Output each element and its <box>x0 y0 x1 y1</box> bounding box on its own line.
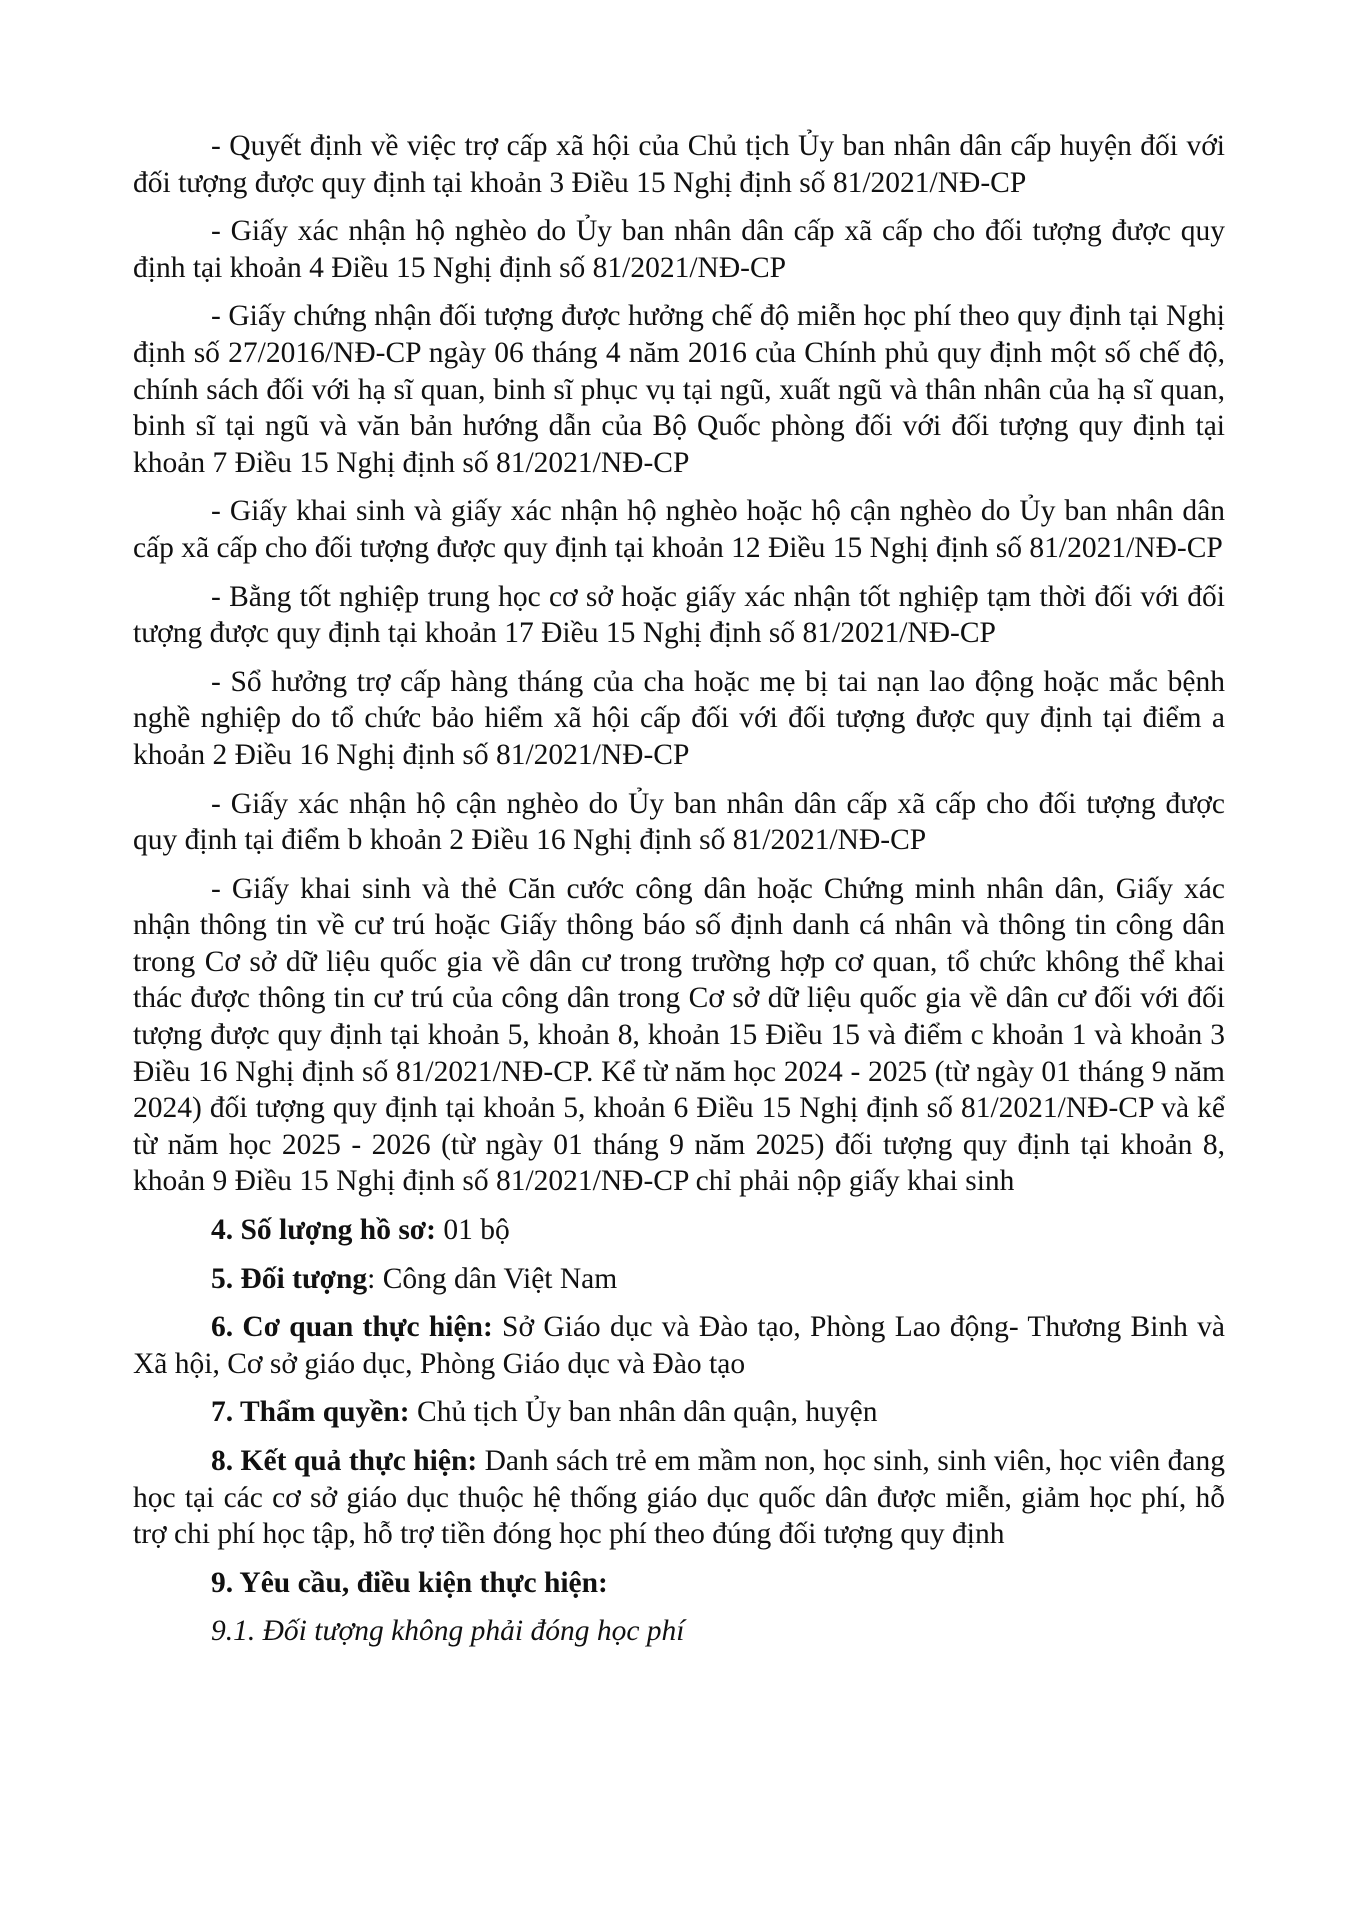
section-label: 4. Số lượng hồ sơ: <box>211 1214 436 1247</box>
section-dossier-quantity <box>133 1212 1225 1249</box>
paragraph-birth-certificate-poor-household: - Giấy khai sinh và giấy xác nhận hộ nghèo hoặc hộ cận nghèo do Ủy ban nhân dân cấp xã cấp cho đối tượng được quy định tại khoản 12 Điều 15 Nghị định số 81/2021/NĐ-CP <box>133 495 1225 564</box>
paragraph-decision-social-allowance: - Quyết định về việc trợ cấp xã hội của Chủ tịch Ủy ban nhân dân cấp huyện đối với đối tượng được quy định tại khoản 3 Điều 15 Nghị định số 81/2021/NĐ-CP <box>133 130 1225 199</box>
paragraph-tuition-exemption-certificate: - Giấy chứng nhận đối tượng được hưởng chế độ miễn học phí theo quy định tại Nghị định số 27/2016/NĐ-CP ngày 06 tháng 4 năm 2016 của Chính phủ quy định một số chế độ, chính sách đối với hạ sĩ quan, binh sĩ phục vụ tại ngũ, xuất ngũ và thân nhân của hạ sĩ quan, binh sĩ tại ngũ và văn bản hướng dẫn của Bộ Quốc phòng đối với đối tượng quy định tại khoản 7 Điều 15 Nghị định số 81/2021/NĐ-CP <box>133 300 1225 479</box>
section-label: 8. Kết quả thực hiện: <box>211 1445 478 1477</box>
section-text: Sở Giáo dục và Đào tạo, Phòng Lao động- Thương Binh và Xã hội, Cơ sở giáo dục, Phòng Giáo dục và Đào tạo <box>133 1311 1226 1380</box>
paragraph-secondary-diploma: - Bằng tốt nghiệp trung học cơ sở hoặc giấy xác nhận tốt nghiệp tạm thời đối với đối tượng được quy định tại khoản 17 Điều 15 Nghị định số 81/2021/NĐ-CP <box>133 580 1225 650</box>
section-text: Danh sách trẻ em mầm non, học sinh, sinh viên, học viên đang học tại các cơ sở giáo dục thuộc hệ thống giáo dục quốc dân được miễn, giảm học phí, hỗ trợ chi phí học tập, hỗ trợ tiền đóng học phí theo đúng đối tượng quy định <box>133 1445 1225 1551</box>
section-subjects <box>133 1261 1225 1298</box>
document-body <box>133 128 1225 1650</box>
paragraph-monthly-allowance-book: - Sổ hưởng trợ cấp hàng tháng của cha hoặc mẹ bị tai nạn lao động hoặc mắc bệnh nghề nghiệp do tổ chức bảo hiểm xã hội cấp đối với đối tượng được quy định tại điểm a khoản 2 Điều 16 Nghị định số 81/2021/NĐ-CP <box>133 665 1225 771</box>
paragraph-birth-certificate-citizen-id: - Giấy khai sinh và thẻ Căn cước công dân hoặc Chứng minh nhân dân, Giấy xác nhận thông tin về cư trú hoặc Giấy thông báo số định danh cá nhân và thông tin công dân trong Cơ sở dữ liệu quốc gia về dân cư trong trường hợp cơ quan, tổ chức không thể khai thác được thông tin cư trú của công dân trong Cơ sở dữ liệu quốc gia về dân cư đối với đối tượng được quy định tại khoản 5, khoản 8, khoản 15 Điều 15 và điểm c khoản 1 và khoản 3 Điều 16 Nghị định số 81/2021/NĐ-CP. Kể từ năm học 2024 - 2025 (từ ngày 01 tháng 9 năm 2024) đối tượng quy định tại khoản 5, khoản 6 Điều 15 Nghị định số 81/2021/NĐ-CP và kể từ năm học 2025 - 2026 (từ ngày 01 tháng 9 năm 2025) đối tượng quy định tại khoản 8, khoản 9 Điều 15 Nghị định số 81/2021/NĐ-CP chỉ phải nộp giấy khai sinh <box>133 872 1225 1198</box>
section-label: 9. Yêu cầu, điều kiện thực hiện: <box>211 1566 608 1599</box>
section-text: : Công dân Việt Nam <box>367 1262 618 1295</box>
section-authority <box>133 1394 1225 1431</box>
section-label: 5. Đối tượng <box>211 1262 368 1295</box>
paragraph-near-poor-certificate: - Giấy xác nhận hộ cận nghèo do Ủy ban nhân dân cấp xã cấp cho đối tượng được quy định tại điểm b khoản 2 Điều 16 Nghị định số 81/2021/NĐ-CP <box>133 787 1225 857</box>
subsection-no-tuition-subjects: 9.1. Đối tượng không phải đóng học phí <box>211 1615 685 1648</box>
section-result <box>133 1443 1225 1553</box>
section-label: 7. Thẩm quyền: <box>211 1396 410 1429</box>
section-requirements <box>133 1565 1225 1602</box>
section-text: 01 bộ <box>435 1214 510 1247</box>
paragraph-poor-household-certificate: - Giấy xác nhận hộ nghèo do Ủy ban nhân dân cấp xã cấp cho đối tượng được quy định tại khoản 4 Điều 15 Nghị định số 81/2021/NĐ-CP <box>133 215 1225 284</box>
section-label: 6. Cơ quan thực hiện: <box>211 1311 493 1344</box>
section-implementing-agency <box>133 1309 1225 1382</box>
section-text: Chủ tịch Ủy ban nhân dân quận, huyện <box>409 1396 878 1429</box>
